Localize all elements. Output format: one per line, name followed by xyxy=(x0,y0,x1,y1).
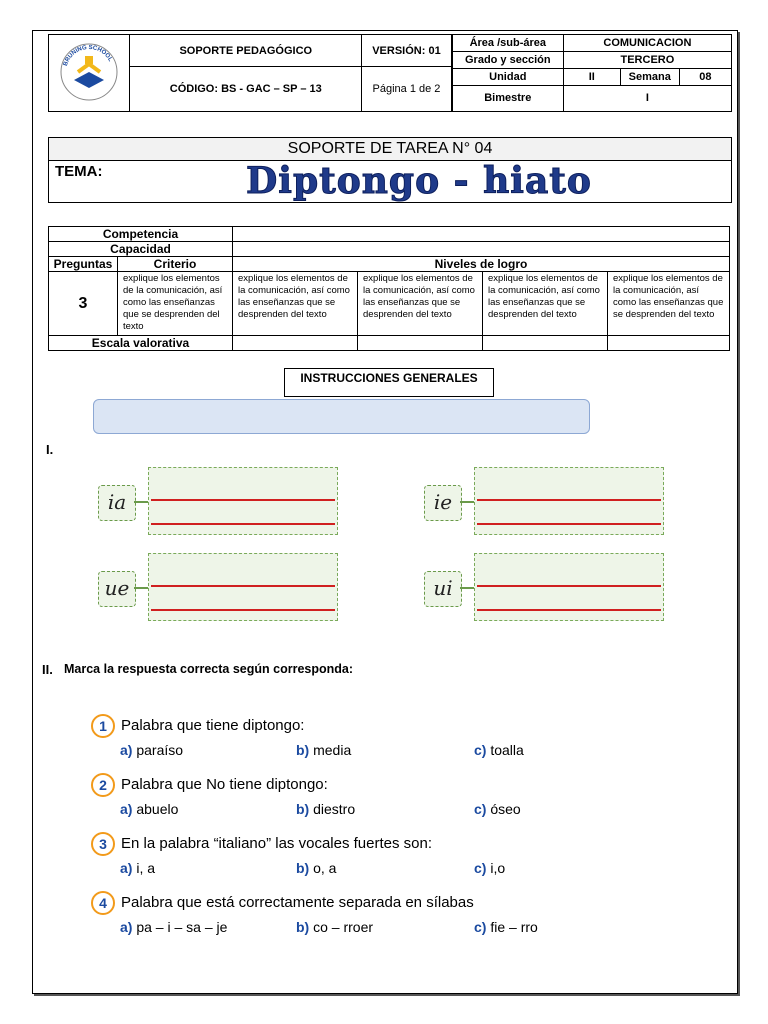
question-text: Palabra que tiene diptongo: xyxy=(121,716,305,734)
capacidad-value xyxy=(233,242,730,257)
soporte-tarea-title: SOPORTE DE TAREA N° 04 xyxy=(49,138,731,161)
option-c[interactable]: c) toalla xyxy=(474,742,524,758)
option-a[interactable]: a) i, a xyxy=(120,860,156,876)
question-number: 2 xyxy=(91,773,115,797)
unidad-label: Unidad xyxy=(453,68,564,85)
section2-heading: Marca la respuesta correcta según corresponda: xyxy=(64,662,354,676)
question-number: 4 xyxy=(91,891,115,915)
syllable-tag: ue xyxy=(98,571,136,607)
soporte-cell: SOPORTE PEDAGÓGICO xyxy=(130,35,362,67)
unidad-value: II xyxy=(563,68,620,85)
option-c[interactable]: c) óseo xyxy=(474,801,521,817)
option-a[interactable]: a) abuelo xyxy=(120,801,179,817)
option-b[interactable]: b) co – rroer xyxy=(296,919,374,935)
syllable-tag: ie xyxy=(424,485,462,521)
criterio-header: Criterio xyxy=(118,257,233,272)
option-a[interactable]: a) pa – i – sa – je xyxy=(120,919,228,935)
grado-value: TERCERO xyxy=(563,51,731,68)
school-logo-icon xyxy=(56,42,122,102)
question-text: Palabra que No tiene diptongo: xyxy=(121,775,328,793)
question-1 xyxy=(91,714,304,738)
tema-value: Diptongo - hiato xyxy=(246,160,592,202)
area-value: COMUNICACION xyxy=(563,35,731,51)
niveles-header: Niveles de logro xyxy=(233,257,730,272)
instrucciones-label: INSTRUCCIONES GENERALES xyxy=(284,368,494,397)
question-3 xyxy=(91,832,432,856)
preguntas-header: Preguntas xyxy=(49,257,118,272)
competencia-label: Competencia xyxy=(49,227,233,242)
option-b[interactable]: b) media xyxy=(296,742,352,758)
bimestre-value: I xyxy=(645,92,649,105)
pagina-cell: Página 1 de 2 xyxy=(362,67,452,112)
writing-group-ui xyxy=(424,553,664,623)
option-c[interactable]: c) fie – rro xyxy=(474,919,538,935)
title-box xyxy=(48,137,732,203)
nivel-text-4: explique los elementos de la comunicación, así como las enseñanzas que se desprenden del texto xyxy=(608,272,730,336)
option-b[interactable]: b) diestro xyxy=(296,801,356,817)
syllable-tag: ia xyxy=(98,485,136,521)
writing-lines[interactable] xyxy=(474,553,664,621)
question-number: 1 xyxy=(91,714,115,738)
header-table xyxy=(48,34,732,112)
writing-group-ia xyxy=(98,467,338,537)
instrucciones-box[interactable] xyxy=(93,399,590,434)
option-c[interactable]: c) i,o xyxy=(474,860,506,876)
question-4 xyxy=(91,891,474,915)
nivel-text-2: explique los elementos de la comunicación, así como las enseñanzas que se desprenden del texto xyxy=(358,272,483,336)
escala-label: Escala valorativa xyxy=(49,336,233,351)
pregunta-num: 3 xyxy=(49,272,118,336)
writing-lines[interactable] xyxy=(148,467,338,535)
question-2 xyxy=(91,773,328,797)
competencia-table xyxy=(48,226,730,351)
school-logo xyxy=(49,35,130,112)
grado-label: Grado y sección xyxy=(453,51,564,68)
question-number: 3 xyxy=(91,832,115,856)
codigo-cell: CÓDIGO: BS - GAC – SP – 13 xyxy=(130,67,362,112)
logo-text: BRUNING SCHOOL xyxy=(63,44,114,67)
writing-lines[interactable] xyxy=(474,467,664,535)
section1-label: I. xyxy=(46,442,54,457)
capacidad-label: Capacidad xyxy=(49,242,233,257)
option-a[interactable]: a) paraíso xyxy=(120,742,184,758)
criterio-text: explique los elementos de la comunicación, así como las enseñanzas que se desprenden del texto xyxy=(118,272,233,336)
version-cell: VERSIÓN: 01 xyxy=(362,35,452,67)
nivel-text-3: explique los elementos de la comunicación, así como las enseñanzas que se desprenden del texto xyxy=(483,272,608,336)
bimestre-label: Bimestre xyxy=(453,85,564,111)
section2-label: II. xyxy=(42,662,53,677)
writing-lines[interactable] xyxy=(148,553,338,621)
question-text: Palabra que está correctamente separada en sílabas xyxy=(121,893,474,911)
semana-label: Semana xyxy=(620,68,679,85)
question-text: En la palabra “italiano” las vocales fuertes son: xyxy=(121,834,433,852)
option-b[interactable]: b) o, a xyxy=(296,860,337,876)
nivel-text-1: explique los elementos de la comunicación, así como las enseñanzas que se desprenden del texto xyxy=(233,272,358,336)
semana-value: 08 xyxy=(679,68,731,85)
tema-label: TEMA: xyxy=(55,163,103,180)
writing-group-ue xyxy=(98,553,338,623)
writing-group-ie xyxy=(424,467,664,537)
area-label: Área /sub-área xyxy=(453,35,564,51)
competencia-value xyxy=(233,227,730,242)
syllable-tag: ui xyxy=(424,571,462,607)
